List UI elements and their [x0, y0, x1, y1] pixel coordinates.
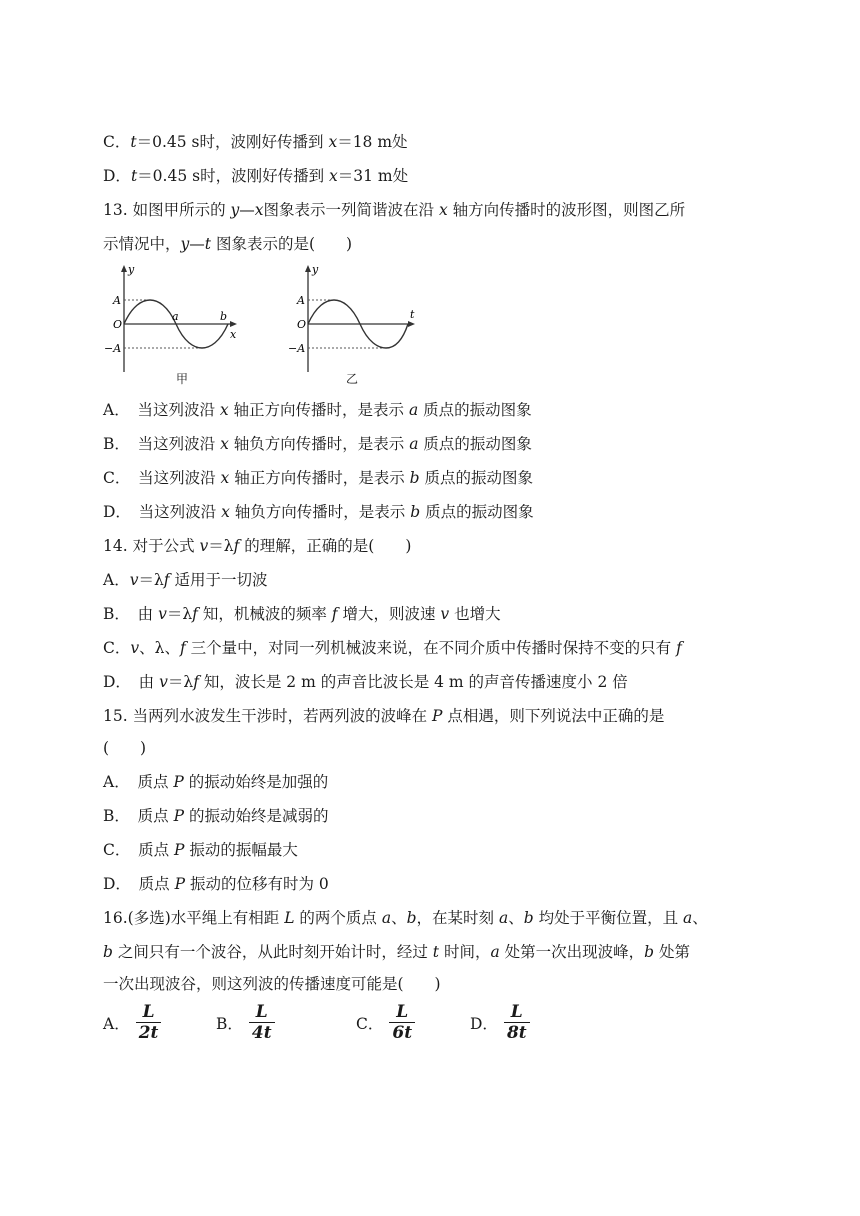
- option-text: A． 质点: [103, 773, 174, 791]
- q15-option-a: [103, 772, 328, 792]
- option-text: ＝31 m处: [337, 167, 409, 185]
- var-x: x: [329, 167, 338, 185]
- fraction: [249, 1003, 275, 1042]
- option-text: C．: [103, 639, 131, 657]
- fraction: [136, 1003, 162, 1042]
- var-v: v: [158, 605, 167, 623]
- stem-text: 图象表示的是( ): [211, 235, 353, 253]
- q13-option-c: [103, 468, 533, 488]
- q16-stem-line1: [103, 908, 708, 928]
- stem-text: 、: [508, 909, 524, 927]
- option-text: C． 质点: [103, 841, 175, 859]
- var-point: a: [381, 909, 392, 927]
- q15-option-c: [103, 840, 298, 860]
- denominator: 4t: [251, 1023, 272, 1043]
- t-axis-label: t: [410, 308, 415, 321]
- q13-option-b: [103, 434, 532, 454]
- var-point: b: [644, 943, 655, 961]
- q16-option-d: [470, 1003, 530, 1042]
- q14-option-c: [103, 638, 682, 658]
- graph-yi-svg: [284, 262, 434, 392]
- graph-yi: [284, 262, 434, 392]
- stem-text: 之间只有一个波谷，从此时刻开始计时，经过: [112, 943, 433, 961]
- var-x: x: [254, 201, 264, 219]
- stem-text: 均处于平衡位置，且: [533, 909, 684, 927]
- t-axis-arrow: [408, 321, 415, 327]
- q13-stem-line1: [103, 200, 685, 220]
- option-label: A．: [103, 1014, 130, 1033]
- var-point: b: [406, 909, 417, 927]
- q15-option-b: [103, 806, 328, 826]
- denominator: 8t: [506, 1023, 527, 1043]
- q14-option-a: [103, 570, 267, 590]
- option-text: 、λ、: [139, 639, 180, 657]
- var-t: t: [432, 943, 440, 961]
- option-text: 轴负方向传播时，是表示: [229, 503, 411, 521]
- neg-amplitude-label: −A: [288, 342, 306, 355]
- var-y: y: [230, 201, 240, 219]
- option-text: 增大，则波速: [337, 605, 441, 623]
- var-x: x: [219, 401, 229, 419]
- stem-text: ＝λ: [208, 537, 234, 555]
- x-axis-arrow: [230, 321, 237, 327]
- option-text: A． 当这列波沿: [103, 401, 220, 419]
- var-p: P: [173, 807, 185, 825]
- var-v: v: [129, 571, 139, 589]
- option-label: D．: [470, 1014, 498, 1033]
- var-t: t: [204, 235, 212, 253]
- q13-option-d: [103, 502, 534, 522]
- option-text: 质点的振动图象: [419, 469, 534, 487]
- var-f: f: [331, 605, 338, 623]
- y-axis-label: y: [312, 263, 319, 276]
- option-text: 振动的振幅最大: [184, 841, 298, 859]
- option-text: 三个量中，对同一列机械波来说，在不同介质中传播时保持不变的只有: [185, 639, 677, 657]
- option-text: ＝λ: [167, 673, 194, 691]
- var-p: P: [174, 841, 185, 859]
- point-a-label: a: [172, 310, 179, 323]
- stem-text: 时间，: [439, 943, 491, 961]
- amplitude-label: A: [113, 294, 121, 307]
- graph-caption: 乙: [346, 372, 359, 386]
- option-text: 轴正方向传播时，是表示: [228, 401, 409, 419]
- stem-text: 13. 如图甲所示的: [103, 201, 231, 219]
- option-text: 轴负方向传播时，是表示: [228, 435, 410, 453]
- var-x: x: [328, 133, 338, 151]
- stem-text: 14. 对于公式: [103, 537, 200, 555]
- fraction: [389, 1003, 415, 1042]
- var-v: v: [440, 605, 450, 623]
- stem-text: 处第: [654, 943, 691, 961]
- var-point: a: [409, 435, 419, 453]
- option-label: C．: [356, 1014, 384, 1033]
- var-L: L: [284, 909, 295, 927]
- graph-jia: [100, 262, 250, 392]
- numerator: L: [510, 1002, 523, 1022]
- option-text: 的振动始终是减弱的: [184, 807, 329, 825]
- option-text: 也增大: [449, 605, 501, 623]
- stem-text: —: [189, 235, 205, 253]
- point-b-label: b: [220, 310, 228, 323]
- q15-option-d: [103, 874, 329, 894]
- q16-stem-line3: 一次出现波谷，则这列波的传播速度可能是( ): [103, 975, 441, 993]
- var-t: t: [130, 167, 138, 185]
- option-text: 轴正方向传播时，是表示: [229, 469, 410, 487]
- var-point: b: [409, 469, 420, 487]
- var-t: t: [130, 133, 137, 151]
- var-point: a: [683, 909, 693, 927]
- neg-amplitude-label: −A: [104, 342, 122, 355]
- stem-text: 轴方向传播时的波形图，则图乙所: [447, 201, 686, 219]
- option-text: 质点的振动图象: [418, 435, 532, 453]
- option-text: D． 当这列波沿: [103, 503, 222, 521]
- q14-option-d: [103, 672, 628, 692]
- stem-text: 、: [692, 909, 708, 927]
- option-text: B． 质点: [103, 807, 174, 825]
- stem-text: 16.(多选)水平绳上有相距: [103, 909, 285, 927]
- origin-label: O: [297, 318, 307, 331]
- option-text: 质点的振动图象: [420, 503, 534, 521]
- option-text: ＝0.45 s时，波刚好传播到: [136, 133, 329, 151]
- option-text: 的振动始终是加强的: [183, 773, 329, 791]
- var-point: a: [498, 909, 509, 927]
- var-x: x: [221, 503, 230, 521]
- var-v: v: [199, 537, 209, 555]
- fraction: [504, 1003, 530, 1042]
- denominator: 6t: [392, 1023, 413, 1043]
- var-f: f: [676, 639, 682, 657]
- option-text: D． 由: [103, 673, 160, 691]
- var-x: x: [220, 469, 230, 487]
- option-text: 知，波长是 2 m 的声音比波长是 4 m 的声音传播速度小 2 倍: [198, 673, 628, 691]
- option-text: 适用于一切波: [169, 571, 268, 589]
- numerator: L: [396, 1002, 409, 1022]
- stem-text: 15. 当两列水波发生干涉时，若两列波的波峰在: [103, 707, 433, 725]
- option-text: ＝18 m处: [337, 133, 408, 151]
- option-text: ＝0.45 s时，波刚好传播到: [137, 167, 329, 185]
- q15-stem-line2: ( ): [103, 739, 147, 757]
- var-point: a: [490, 943, 500, 961]
- q14-option-b: [103, 604, 501, 624]
- stem-text: ，在某时刻: [416, 909, 499, 927]
- y-axis-label: y: [128, 263, 135, 276]
- denominator: 2t: [138, 1023, 159, 1043]
- x-axis-label: x: [230, 328, 237, 341]
- q12-option-d: [103, 166, 408, 186]
- stem-text: 图象表示一列简谐波在沿: [263, 201, 439, 219]
- var-p: P: [173, 773, 184, 791]
- option-text: D． 质点: [103, 875, 175, 893]
- stem-text: 的理解，正确的是( ): [239, 537, 412, 555]
- q16-option-b: [216, 1003, 275, 1042]
- option-text: C． 当这列波沿: [103, 469, 221, 487]
- var-v: v: [130, 639, 140, 657]
- option-label: D．: [103, 167, 131, 185]
- q16-option-a: [103, 1003, 161, 1042]
- var-f: f: [163, 571, 170, 589]
- var-p: P: [174, 875, 186, 893]
- q15-stem: [103, 706, 664, 726]
- option-label: C．: [103, 133, 131, 151]
- y-axis-arrow: [305, 265, 311, 272]
- var-f: f: [233, 537, 240, 555]
- option-text: B． 由: [103, 605, 159, 623]
- stem-text: 示情况中，: [103, 235, 181, 253]
- var-point: b: [103, 943, 113, 961]
- q14-stem: [103, 536, 411, 556]
- option-text: 知，机械波的频率: [197, 605, 332, 623]
- amplitude-label: A: [297, 294, 305, 307]
- var-v: v: [159, 673, 168, 691]
- stem-text: 点相遇，则下列说法中正确的是: [442, 707, 665, 725]
- var-f: f: [192, 605, 198, 623]
- option-text: ＝λ: [138, 571, 164, 589]
- var-point: b: [523, 909, 534, 927]
- stem-text: 、: [391, 909, 407, 927]
- option-text: A．: [103, 571, 130, 589]
- var-y: y: [180, 235, 190, 253]
- q12-option-c: [103, 132, 408, 152]
- graph-caption: 甲: [176, 372, 189, 386]
- y-axis-arrow: [121, 265, 127, 272]
- stem-text: 的两个质点: [294, 909, 382, 927]
- var-f: f: [179, 639, 186, 657]
- option-label: B．: [216, 1014, 243, 1033]
- q16-stem-line2: [103, 942, 690, 962]
- origin-label: O: [113, 318, 123, 331]
- q13-option-a: [103, 400, 532, 420]
- q13-stem-line2: [103, 234, 352, 254]
- stem-text: 处第一次出现波峰，: [499, 943, 645, 961]
- option-text: ＝λ: [166, 605, 193, 623]
- stem-text: —: [239, 201, 255, 219]
- q16-option-c: [356, 1003, 415, 1042]
- numerator: L: [142, 1002, 155, 1022]
- var-point: b: [410, 503, 421, 521]
- option-text: 质点的振动图象: [418, 401, 532, 419]
- option-text: B． 当这列波沿: [103, 435, 221, 453]
- graph-jia-svg: [100, 262, 250, 392]
- var-p: P: [432, 707, 443, 725]
- var-x: x: [220, 435, 229, 453]
- var-x: x: [438, 201, 448, 219]
- var-f: f: [193, 673, 199, 691]
- option-text: 振动的位移有时为 0: [185, 875, 329, 893]
- var-point: a: [408, 401, 419, 419]
- numerator: L: [255, 1002, 268, 1022]
